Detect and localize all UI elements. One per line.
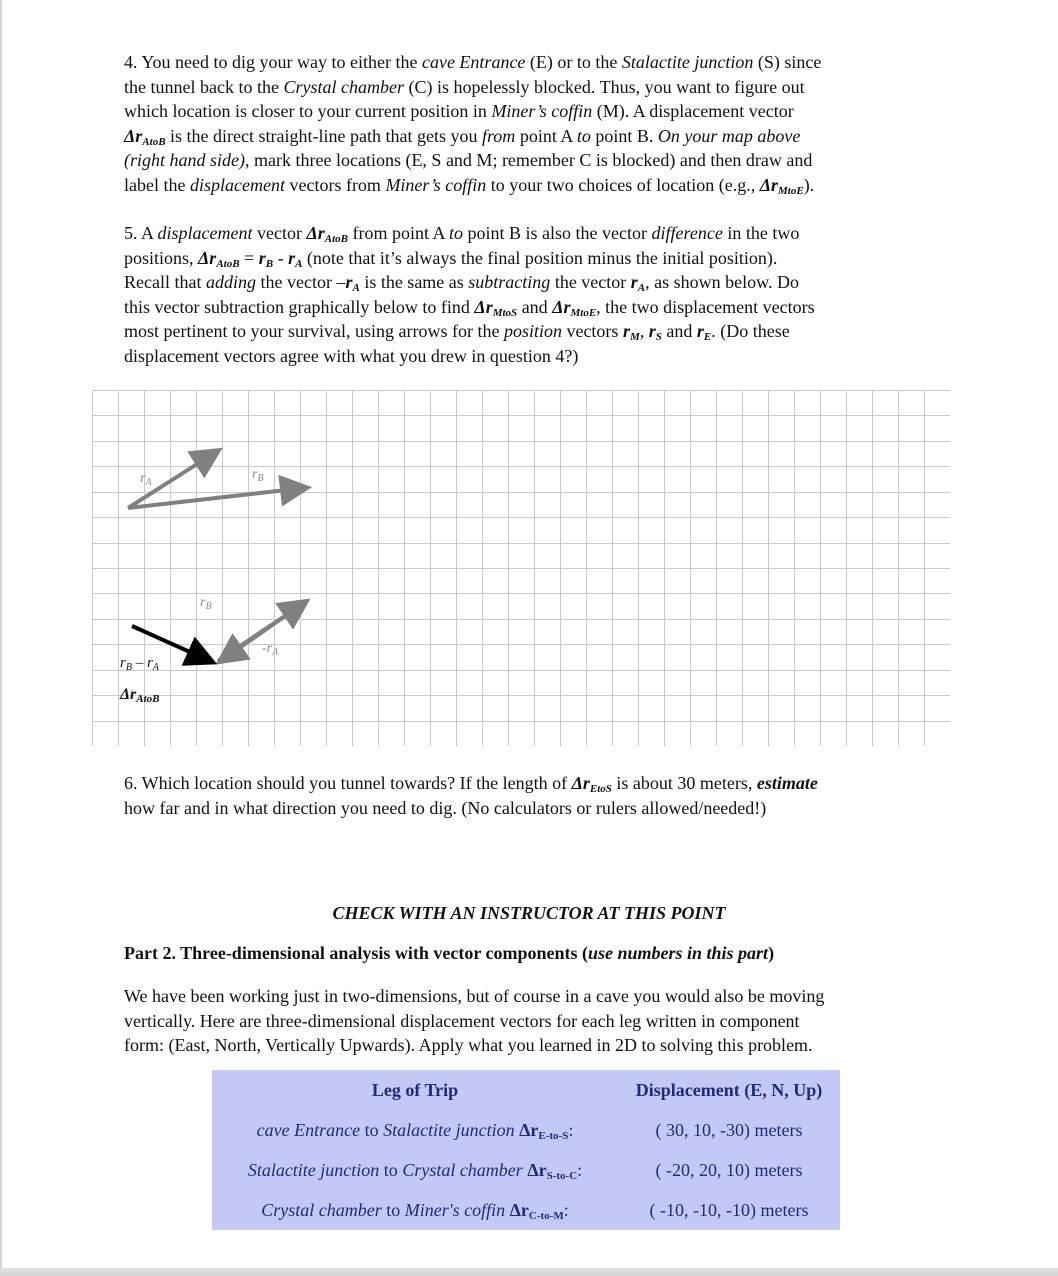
check-instructor-heading: CHECK WITH AN INSTRUCTOR AT THIS POINT [332,903,726,923]
q6-line-1: 6. Which location should you tunnel towards? If the length of $\Delta r_{EtoS}$ is about 30 meters, estimate [124,773,818,795]
table-row [212,1150,840,1190]
q5-line-5: most pertinent to your survival, using arrows for the position vectors $r_M$, $r_S$ and $r_E$. (Do these [124,321,790,344]
part-2-paragraph [124,984,944,1058]
leg-cell: cave Entrance to Stalactite junction $\Delta r_{E-to-S}$: [256,1119,574,1142]
table-row [212,1110,840,1150]
vector-grid-diagram [92,390,950,746]
header-leg-of-trip: Leg of Trip [371,1079,459,1100]
table-header-row [212,1070,840,1110]
q5-line-2: positions, $\Delta r_{AtoB} = r_B - r_A$ (note that it’s always the final position minus the initial position). [124,247,778,270]
q5-line-4: this vector subtraction graphically below to find $\Delta r_{MtoS}$ and $\Delta r_{MtoE}$, the two displacement vectors [124,296,815,319]
label-neg-ra-bottom: $-r_A$ [262,641,279,658]
leg-cell: Crystal chamber to Miner's coffin $\Delta r_{C-to-M}$: [261,1199,569,1222]
grid-lines [92,390,950,746]
table-row [212,1190,840,1230]
label-rb-bottom: $r_B$ [200,595,212,612]
q5-line-6: displacement vectors agree with what you drew in question 4?) [124,345,579,366]
q4-line-2: the tunnel back to the Crystal chamber (C) is hopelessly blocked. Thus, you want to figure out [124,76,805,97]
displacement-cell: ( -20, 20, 10) meters [655,1159,803,1180]
q4-line-5: (right hand side), mark three locations (E, S and M; remember C is blocked) and then draw and [124,150,813,171]
leg-cell: Stalactite junction to Crystal chamber $\Delta r_{S-to-C}$: [247,1159,583,1182]
part2-line-2: vertically. Here are three-dimensional displacement vectors for each leg written in component [124,1010,800,1031]
part-2-heading: Part 2. Three-dimensional analysis with vector components (use numbers in this part) [124,943,775,963]
part2-line-1: We have been working just in two-dimensions, but of course in a cave you would also be moving [124,986,825,1006]
displacement-table [212,1070,840,1230]
label-ra-top: $r_A$ [140,471,152,488]
label-rb-top: $r_B$ [252,467,264,484]
part2-line-3: form: (East, North, Vertically Upwards). Apply what you learned in 2D to solving this problem. [124,1035,813,1056]
question-6 [124,771,944,820]
label-rb-minus-ra: $r_B - r_A$ [120,655,159,673]
page-bottom-edge [0,1268,1058,1276]
q6-line-2: how far and in what direction you need to dig. (No calculators or rulers allowed/needed!) [124,797,767,818]
q4-line-4: $\Delta r_{AtoB}$ is the direct straight-line path that gets you from point A to point B. On your map above [124,125,801,148]
displacement-cell: ( 30, 10, -30) meters [655,1119,803,1140]
q4-line-1: 4. You need to dig your way to either the cave Entrance (E) or to the Stalactite junction (S) since [124,52,822,72]
q5-line-1: 5. A displacement vector $\Delta r_{AtoB}$ from point A to point B is also the vector difference in the two [124,223,800,245]
label-delta-r-atob: ΔrAtoB [120,686,160,705]
page-left-edge [0,0,2,1276]
question-5 [124,221,944,369]
q4-line-6: label the displacement vectors from Miner’s coffin to your two choices of location (e.g., $\Delta r_{MtoE}$). [124,174,815,197]
q4-line-3: which location is closer to your current position in Miner’s coffin (M). A displacement vector [124,101,794,122]
displacement-cell: ( -10, -10, -10) meters [649,1199,809,1220]
q5-line-3: Recall that adding the vector $-r_A$ is the same as subtracting the vector $r_A$, as shown below. Do [124,272,799,295]
question-4 [124,50,944,198]
header-displacement: Displacement (E, N, Up) [635,1079,823,1100]
